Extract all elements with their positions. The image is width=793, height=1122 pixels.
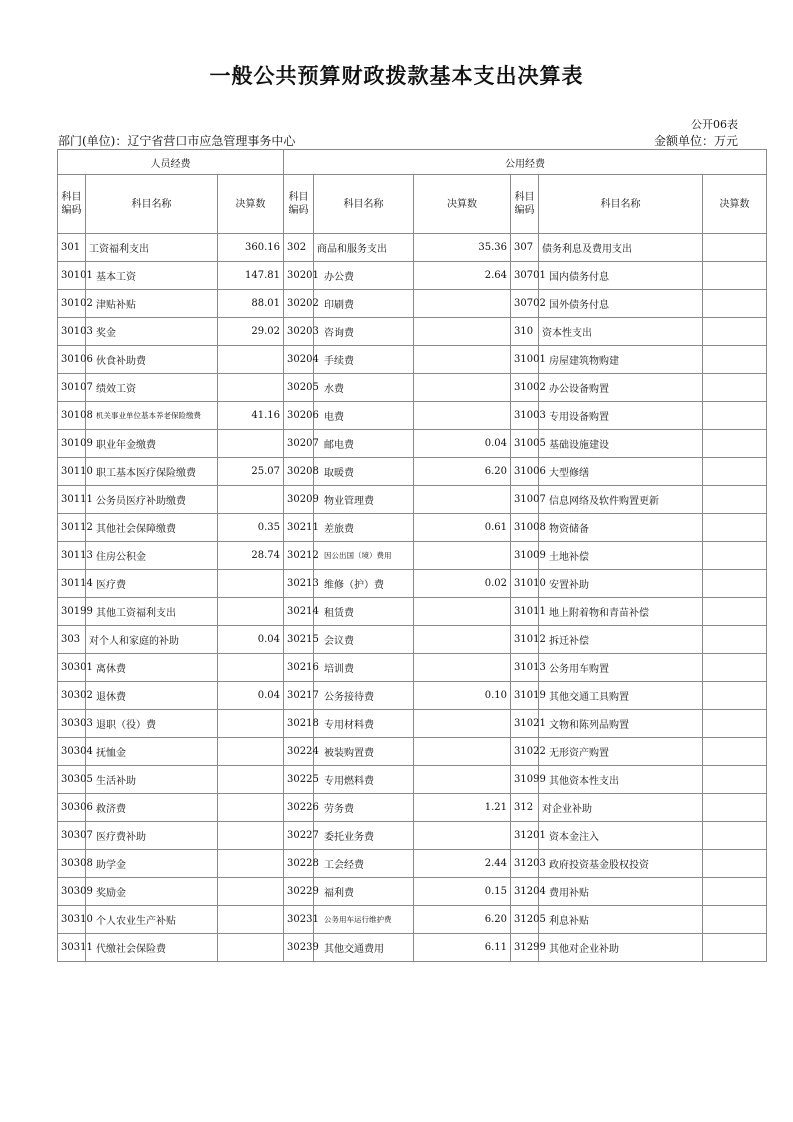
amount-cell [218,934,284,962]
amount-cell [414,346,511,374]
amount-cell [703,458,767,486]
subject-name-cell: 职业年金缴费 [86,430,218,458]
name-header: 科目名称 [539,175,703,234]
amount-cell: 29.02 [218,318,284,346]
amount-cell [218,878,284,906]
subject-name-cell: 咨询费 [314,318,414,346]
subject-name-cell: 公务员医疗补助缴费 [86,486,218,514]
subject-name-cell: 办公费 [314,262,414,290]
subject-code-cell: 31205 [511,906,539,934]
subject-code-cell: 30311 [58,934,86,962]
subject-code-cell: 30107 [58,374,86,402]
subject-name-cell: 基本工资 [86,262,218,290]
amount-cell [414,626,511,654]
subject-code-cell: 30307 [58,822,86,850]
amount-cell [703,262,767,290]
amount-cell: 35.36 [414,234,511,262]
subject-name-cell: 救济费 [86,794,218,822]
amount-header: 决算数 [703,175,767,234]
subject-code-cell: 30207 [284,430,314,458]
subject-code-cell: 30231 [284,906,314,934]
amount-cell: 41.16 [218,402,284,430]
subject-code-cell: 30306 [58,794,86,822]
subject-code-cell: 30111 [58,486,86,514]
personnel-expense-header: 人员经费 [58,150,284,175]
subject-code-cell: 30213 [284,570,314,598]
amount-cell [218,598,284,626]
subject-code-cell: 303 [58,626,86,654]
subject-code-cell: 30113 [58,542,86,570]
subject-code-cell: 31006 [511,458,539,486]
subject-name-cell: 安置补助 [539,570,703,598]
subject-code-cell: 31010 [511,570,539,598]
subject-code-cell: 30310 [58,906,86,934]
subject-code-cell: 31013 [511,654,539,682]
amount-cell [703,234,767,262]
subject-name-cell: 对个人和家庭的补助 [86,626,218,654]
expenditure-table [57,149,767,962]
subject-code-cell: 30218 [284,710,314,738]
subject-name-cell: 邮电费 [314,430,414,458]
amount-cell: 6.20 [414,906,511,934]
amount-cell: 6.11 [414,934,511,962]
table-row [58,262,767,290]
subject-code-cell: 31021 [511,710,539,738]
subject-code-cell: 31008 [511,514,539,542]
subject-code-cell: 30224 [284,738,314,766]
table-row [58,542,767,570]
subject-code-cell: 31299 [511,934,539,962]
amount-cell [218,430,284,458]
subject-code-cell: 30108 [58,402,86,430]
amount-cell [218,794,284,822]
amount-cell [703,682,767,710]
subject-code-cell: 30701 [511,262,539,290]
subject-name-cell: 利息补贴 [539,906,703,934]
amount-cell: 1.21 [414,794,511,822]
amount-cell: 0.02 [414,570,511,598]
subject-name-cell: 电费 [314,402,414,430]
subject-code-cell: 307 [511,234,539,262]
table-row [58,710,767,738]
subject-name-cell: 工资福利支出 [86,234,218,262]
subject-name-cell: 信息网络及软件购置更新 [539,486,703,514]
amount-cell: 360.16 [218,234,284,262]
amount-cell [703,710,767,738]
subject-name-cell: 退职（役）费 [86,710,218,738]
subject-name-cell: 办公设备购置 [539,374,703,402]
amount-cell [703,290,767,318]
amount-cell [703,486,767,514]
subject-code-cell: 31012 [511,626,539,654]
amount-cell [414,822,511,850]
subject-code-cell: 30217 [284,682,314,710]
amount-cell [703,346,767,374]
subject-name-cell: 印刷费 [314,290,414,318]
subject-code-cell: 30201 [284,262,314,290]
subject-code-cell: 31204 [511,878,539,906]
subject-name-cell: 其他社会保障缴费 [86,514,218,542]
table-row [58,766,767,794]
amount-cell [703,766,767,794]
subject-name-cell: 津贴补贴 [86,290,218,318]
subject-name-cell: 资本性支出 [539,318,703,346]
subject-name-cell: 专用材料费 [314,710,414,738]
form-number: 公开06表 [691,118,738,131]
subject-name-cell: 福利费 [314,878,414,906]
table-row [58,374,767,402]
subject-name-cell: 离休费 [86,654,218,682]
subject-code-cell: 302 [284,234,314,262]
amount-cell [703,822,767,850]
amount-cell [218,654,284,682]
subject-code-cell: 30211 [284,514,314,542]
subject-name-cell: 公务用车购置 [539,654,703,682]
table-row [58,822,767,850]
amount-cell [218,710,284,738]
amount-cell [218,850,284,878]
subject-code-cell: 30239 [284,934,314,962]
subject-code-cell: 30114 [58,570,86,598]
amount-cell [703,570,767,598]
subject-code-cell: 301 [58,234,86,262]
subject-code-cell: 30308 [58,850,86,878]
subject-name-cell: 其他资本性支出 [539,766,703,794]
subject-code-cell: 30101 [58,262,86,290]
subject-name-cell: 生活补助 [86,766,218,794]
subject-name-cell: 培训费 [314,654,414,682]
subject-name-cell: 拆迁补偿 [539,626,703,654]
amount-cell [218,738,284,766]
amount-cell [414,486,511,514]
subject-name-cell: 对企业补助 [539,794,703,822]
subject-code-cell: 30301 [58,654,86,682]
table-row [58,878,767,906]
amount-cell [414,374,511,402]
subject-name-cell: 差旅费 [314,514,414,542]
subject-name-cell: 住房公积金 [86,542,218,570]
table-row [58,934,767,962]
subject-name-cell: 专用燃料费 [314,766,414,794]
subject-name-cell: 物资储备 [539,514,703,542]
subject-name-cell: 商品和服务支出 [314,234,414,262]
subject-name-cell: 抚恤金 [86,738,218,766]
subject-code-cell: 31201 [511,822,539,850]
subject-code-cell: 30228 [284,850,314,878]
subject-name-cell: 奖励金 [86,878,218,906]
amount-cell [218,822,284,850]
subject-name-cell: 奖金 [86,318,218,346]
table-row [58,794,767,822]
name-header: 科目名称 [86,175,218,234]
subject-code-cell: 30215 [284,626,314,654]
subject-code-cell: 30112 [58,514,86,542]
amount-cell [703,794,767,822]
subject-code-cell: 31007 [511,486,539,514]
amount-cell [703,626,767,654]
subject-name-cell: 职工基本医疗保险缴费 [86,458,218,486]
amount-cell [218,570,284,598]
amount-cell [218,766,284,794]
subject-name-cell: 维修（护）费 [314,570,414,598]
header-row-groups [58,150,767,175]
subject-code-cell: 30205 [284,374,314,402]
subject-code-cell: 30208 [284,458,314,486]
subject-name-cell: 地上附着物和青苗补偿 [539,598,703,626]
subject-name-cell: 公务接待费 [314,682,414,710]
amount-cell [414,402,511,430]
subject-name-cell: 工会经费 [314,850,414,878]
amount-cell [703,654,767,682]
subject-name-cell: 专用设备购置 [539,402,703,430]
subject-code-cell: 30109 [58,430,86,458]
subject-code-cell: 30209 [284,486,314,514]
table-row [58,682,767,710]
amount-unit-label: 金额单位：万元 [653,134,738,148]
table-row [58,514,767,542]
table-row [58,318,767,346]
subject-name-cell: 国内债务付息 [539,262,703,290]
subject-code-cell: 30203 [284,318,314,346]
table-row [58,290,767,318]
subject-code-cell: 31003 [511,402,539,430]
amount-cell [703,850,767,878]
subject-name-cell: 房屋建筑物购建 [539,346,703,374]
subject-name-cell: 大型修缮 [539,458,703,486]
table-row [58,458,767,486]
subject-code-cell: 31203 [511,850,539,878]
amount-cell [218,346,284,374]
subject-code-cell: 31001 [511,346,539,374]
table-row [58,402,767,430]
table-row [58,850,767,878]
subject-code-cell: 31099 [511,766,539,794]
amount-cell [218,374,284,402]
subject-name-cell: 其他对企业补助 [539,934,703,962]
subject-name-cell: 退休费 [86,682,218,710]
subject-name-cell: 劳务费 [314,794,414,822]
department-label: 部门(单位)：辽宁省营口市应急管理事务中心 [58,134,296,148]
subject-code-cell: 31019 [511,682,539,710]
subject-name-cell: 物业管理费 [314,486,414,514]
subject-code-cell: 31022 [511,738,539,766]
subject-code-cell: 30202 [284,290,314,318]
amount-cell [414,598,511,626]
subject-code-cell: 31002 [511,374,539,402]
amount-header: 决算数 [414,175,511,234]
amount-cell [414,654,511,682]
amount-cell: 88.01 [218,290,284,318]
page-title: 一般公共预算财政拨款基本支出决算表 [209,64,584,88]
amount-cell: 0.61 [414,514,511,542]
subject-code-cell: 30216 [284,654,314,682]
subject-name-cell: 无形资产购置 [539,738,703,766]
subject-code-cell: 30226 [284,794,314,822]
code-header: 科目 编码 [284,175,314,234]
subject-name-cell: 个人农业生产补贴 [86,906,218,934]
subject-name-cell: 绩效工资 [86,374,218,402]
subject-name-cell: 土地补偿 [539,542,703,570]
amount-header: 决算数 [218,175,284,234]
subject-code-cell: 30227 [284,822,314,850]
subject-name-cell: 债务利息及费用支出 [539,234,703,262]
table-row [58,906,767,934]
subject-name-cell: 机关事业单位基本养老保险缴费 [86,402,218,430]
amount-cell: 0.04 [218,682,284,710]
amount-cell [414,710,511,738]
amount-cell [703,374,767,402]
subject-code-cell: 30302 [58,682,86,710]
public-expense-header: 公用经费 [284,150,767,175]
subject-name-cell: 手续费 [314,346,414,374]
subject-code-cell: 31011 [511,598,539,626]
subject-name-cell: 代缴社会保险费 [86,934,218,962]
subject-code-cell: 30305 [58,766,86,794]
subject-code-cell: 30110 [58,458,86,486]
subject-name-cell: 取暖费 [314,458,414,486]
subject-code-cell: 310 [511,318,539,346]
table-row [58,626,767,654]
subject-code-cell: 30225 [284,766,314,794]
subject-code-cell: 30214 [284,598,314,626]
subject-name-cell: 助学金 [86,850,218,878]
subject-name-cell: 国外债务付息 [539,290,703,318]
subject-name-cell: 其他工资福利支出 [86,598,218,626]
amount-cell: 0.35 [218,514,284,542]
subject-name-cell: 其他交通工具购置 [539,682,703,710]
amount-cell: 147.81 [218,262,284,290]
subject-name-cell: 委托业务费 [314,822,414,850]
amount-cell [703,318,767,346]
subject-name-cell: 文物和陈列品购置 [539,710,703,738]
subject-name-cell: 费用补贴 [539,878,703,906]
amount-cell [703,514,767,542]
subject-code-cell: 30229 [284,878,314,906]
amount-cell: 0.15 [414,878,511,906]
subject-name-cell: 医疗费补助 [86,822,218,850]
amount-cell [414,766,511,794]
amount-cell [703,738,767,766]
subject-code-cell: 30206 [284,402,314,430]
subject-code-cell: 30103 [58,318,86,346]
table-row [58,486,767,514]
subject-name-cell: 基础设施建设 [539,430,703,458]
amount-cell: 0.04 [218,626,284,654]
amount-cell [414,318,511,346]
amount-cell [414,290,511,318]
amount-cell [703,878,767,906]
subject-name-cell: 被装购置费 [314,738,414,766]
amount-cell: 2.44 [414,850,511,878]
amount-cell: 2.64 [414,262,511,290]
subject-code-cell: 30204 [284,346,314,374]
amount-cell [414,738,511,766]
table-row [58,234,767,262]
amount-cell [703,906,767,934]
header-row-columns [58,175,767,234]
amount-cell [703,542,767,570]
subject-code-cell: 31009 [511,542,539,570]
subject-name-cell: 租赁费 [314,598,414,626]
name-header: 科目名称 [314,175,414,234]
amount-cell [703,430,767,458]
amount-cell: 6.20 [414,458,511,486]
subject-code-cell: 30106 [58,346,86,374]
amount-cell [703,402,767,430]
code-header: 科目 编码 [58,175,86,234]
subject-code-cell: 30303 [58,710,86,738]
subject-name-cell: 资本金注入 [539,822,703,850]
subject-name-cell: 会议费 [314,626,414,654]
table-row [58,598,767,626]
subject-name-cell: 医疗费 [86,570,218,598]
amount-cell: 25.07 [218,458,284,486]
subject-name-cell: 伙食补助费 [86,346,218,374]
amount-cell [414,542,511,570]
table-row [58,346,767,374]
amount-cell [703,934,767,962]
table-row [58,570,767,598]
amount-cell: 0.10 [414,682,511,710]
subject-name-cell: 其他交通费用 [314,934,414,962]
amount-cell [218,486,284,514]
subject-name-cell: 水费 [314,374,414,402]
subject-code-cell: 30102 [58,290,86,318]
subject-name-cell: 因公出国（境）费用 [314,542,414,570]
amount-cell: 28.74 [218,542,284,570]
amount-cell [218,906,284,934]
amount-cell: 0.04 [414,430,511,458]
subject-code-cell: 30702 [511,290,539,318]
subject-code-cell: 30309 [58,878,86,906]
amount-cell [703,598,767,626]
subject-code-cell: 30304 [58,738,86,766]
table-row [58,430,767,458]
subject-name-cell: 公务用车运行维护费 [314,906,414,934]
subject-code-cell: 30199 [58,598,86,626]
subject-code-cell: 312 [511,794,539,822]
subject-name-cell: 政府投资基金股权投资 [539,850,703,878]
subject-code-cell: 30212 [284,542,314,570]
code-header: 科目 编码 [511,175,539,234]
table-row [58,738,767,766]
subject-code-cell: 31005 [511,430,539,458]
table-row [58,654,767,682]
